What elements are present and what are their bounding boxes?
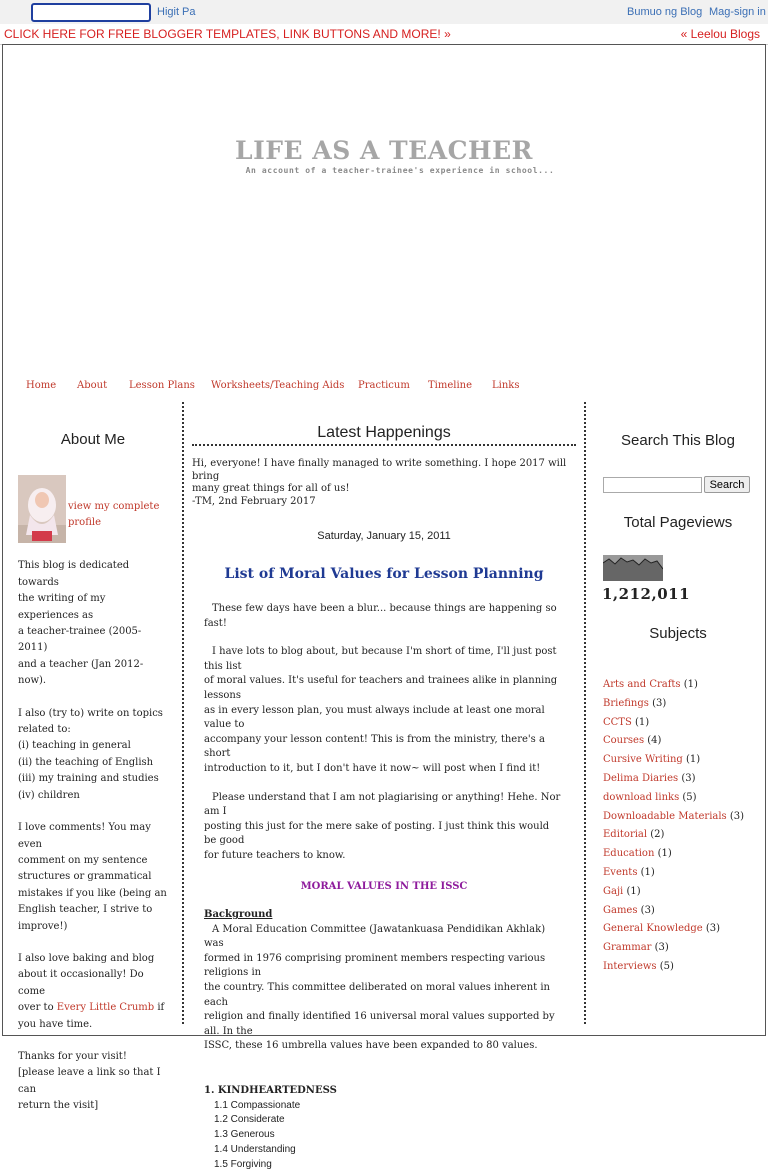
left-column-separator (182, 402, 184, 1024)
subject-count: (3) (654, 942, 669, 954)
subject-item (603, 695, 756, 714)
about-paragraph-1 (18, 558, 168, 689)
view-profile-link-cont[interactable]: profile (68, 517, 101, 529)
about-text-fragment: over to (18, 1002, 57, 1014)
subject-item (603, 714, 756, 733)
list-item: 1.4 Understanding (214, 1144, 296, 1156)
background-heading: Background (204, 909, 273, 921)
post-paragraph-2 (204, 645, 564, 776)
right-column-separator (584, 402, 586, 1024)
post-text-line: ISSC, these 16 umbrella values have been expanded to 80 values. (204, 1040, 538, 1052)
subject-count: (1) (640, 866, 655, 878)
subject-link[interactable]: Grammar (603, 942, 652, 954)
subject-count: (1) (686, 754, 701, 766)
post-title[interactable]: List of Moral Values for Lesson Planning (224, 566, 544, 582)
subjects-heading: Subjects (649, 625, 707, 642)
about-text-line: (i) teaching in general (18, 740, 131, 752)
pageviews-count: 1,212,011 (602, 585, 691, 603)
subject-item (603, 902, 756, 921)
search-widget (600, 476, 756, 494)
subject-count: (3) (705, 923, 721, 935)
profile-photo[interactable] (18, 475, 66, 543)
sidebar (600, 420, 756, 977)
about-text-line: English teacher, I strive to (18, 904, 153, 916)
post-text-line: introduction to it, but I don't have it now~ will post when I find it! (204, 762, 541, 774)
list-item: 1.1 Compassionate (214, 1099, 301, 1111)
blogger-navbar (0, 0, 768, 25)
subject-link[interactable]: Briefings (603, 697, 649, 709)
next-blog-link[interactable]: Higit Pa (157, 6, 196, 18)
subject-link[interactable]: General Knowledge (603, 923, 703, 935)
subject-item (603, 883, 756, 902)
latest-happenings-heading: Latest Happenings (192, 424, 576, 446)
subject-count: (5) (659, 960, 674, 972)
subject-count: (4) (647, 735, 662, 747)
background-paragraph (204, 923, 564, 1054)
about-me-heading: About Me (60, 431, 126, 448)
subject-item (603, 864, 756, 883)
main-content (192, 418, 576, 1173)
subject-item (603, 808, 756, 827)
menu-item-home[interactable]: Home (26, 380, 57, 391)
subjects-list (603, 676, 756, 977)
subject-count: (3) (729, 810, 745, 822)
subject-link[interactable]: Delima Diaries (603, 772, 679, 784)
about-me-widget (18, 420, 168, 1115)
subject-count: (1) (683, 679, 698, 690)
about-text-line: return the visit] (18, 1100, 99, 1112)
about-paragraph-3 (18, 820, 168, 935)
post-text-line: formed in 1976 comprising prominent members respecting various religions in (204, 952, 546, 979)
post-text-line: Please understand that I am not plagiarising or anything! Hehe. Nor am I (204, 791, 561, 818)
latest-text-line: many great things for all of us! (192, 483, 350, 494)
subject-item (603, 826, 756, 845)
subject-count: (3) (681, 772, 696, 784)
subject-item (603, 732, 756, 751)
post-body (192, 602, 576, 1173)
subject-link[interactable]: Cursive Writing (603, 754, 683, 766)
subject-count: (1) (626, 885, 641, 897)
about-text-line: structures or grammatical (18, 871, 152, 883)
post-paragraph-3 (204, 791, 564, 864)
subject-link[interactable]: Courses (603, 735, 645, 747)
search-heading: Search This Blog (621, 432, 735, 449)
subject-link[interactable]: Events (603, 866, 638, 878)
menu-item-about[interactable]: About (77, 380, 108, 391)
about-text-line: This blog is dedicated towards (18, 560, 130, 588)
view-profile-link[interactable]: view my complete (68, 501, 160, 513)
about-text-line: the writing of my experiences as (18, 593, 106, 621)
subject-link[interactable]: Arts and Crafts (603, 679, 681, 690)
subject-item (603, 770, 756, 789)
leelou-blogs-link[interactable]: « Leelou Blogs (680, 27, 760, 41)
create-blog-link[interactable]: Bumuo ng Blog (627, 6, 703, 18)
about-text-line: I also love baking and blog (18, 952, 155, 964)
list-heading: 1. KINDHEARTEDNESS (204, 1085, 337, 1097)
promo-bar (0, 24, 768, 45)
about-text-line: (ii) the teaching of English (18, 756, 154, 768)
post-text-line: accompany your lesson content! This is from the ministry, there's a short (204, 733, 545, 760)
about-paragraph-2 (18, 706, 168, 804)
about-text-line (18, 1000, 168, 1016)
blog-description: An account of a teacher-trainee's experience in school... (245, 166, 555, 175)
about-text-fragment: if (154, 1002, 165, 1014)
subject-item (603, 751, 756, 770)
menu-item-links[interactable]: Links (492, 380, 520, 391)
post-text-line: religion and finally identified 16 universal moral values supported by all. In the (204, 1011, 555, 1037)
latest-text-line: -TM, 2nd February 2017 (192, 495, 316, 507)
subject-count: (2) (650, 829, 665, 841)
subject-item (603, 958, 756, 977)
about-text-line: Thanks for your visit! (18, 1050, 127, 1062)
about-text-line: comment on my sentence (18, 854, 148, 866)
every-little-crumb-link[interactable]: Every Little Crumb (56, 1002, 155, 1014)
sign-in-link[interactable]: Mag-sign in (709, 6, 766, 18)
free-templates-link[interactable]: CLICK HERE FOR FREE BLOGGER TEMPLATES, LINK BUTTONS AND MORE! » (4, 27, 451, 41)
about-text-line: related to: (18, 724, 71, 736)
about-text-line: about it occasionally! Do come (18, 969, 144, 997)
about-text-line: improve!) (18, 920, 68, 932)
post-text-line: for future teachers to know. (204, 849, 346, 861)
search-button[interactable]: Search (704, 476, 750, 493)
subject-item (603, 789, 756, 808)
navbar-search-input[interactable] (31, 3, 151, 22)
list-item: 1.3 Generous (214, 1129, 275, 1141)
subject-item (603, 939, 756, 958)
menu-item-worksheets[interactable]: Worksheets/Teaching Aids (211, 380, 345, 391)
values-list (204, 1099, 564, 1173)
post-text-line: I have lots to blog about, but because I'm short of time, I'll just post this list (204, 646, 557, 672)
post-text-line: as in every lesson plan, you must always include at least one moral value to (204, 704, 545, 731)
subject-item (603, 676, 756, 695)
pageviews-sparkline (603, 555, 663, 581)
about-text-line: and a teacher (Jan 2012-now). (18, 658, 144, 687)
subject-link[interactable]: download links (603, 791, 680, 803)
menu-item-practicum[interactable]: Practicum (358, 380, 410, 391)
subject-link[interactable]: Games (603, 904, 638, 916)
subject-link[interactable]: Downloadable Materials (603, 810, 727, 822)
post-text-line: the country. This committee deliberated on moral values inherent in each (204, 982, 550, 1008)
subject-link[interactable]: Gaji (603, 885, 624, 897)
subject-link[interactable]: CCTS (603, 716, 632, 728)
subject-item (603, 845, 756, 864)
subject-item (603, 920, 756, 939)
about-text-line: [please leave a link so that I can (18, 1067, 161, 1095)
subject-count: (1) (657, 848, 672, 860)
latest-text-line: Hi, everyone! I have finally managed to write something. I hope 2017 will bring (192, 458, 567, 482)
post-text-line: posting this just for the mere sake of posting. I just think this would be good (204, 820, 550, 847)
about-text-line: a teacher-trainee (2005-2011) (18, 626, 142, 654)
post-text-line: of moral values. It's useful for teachers and trainees alike in planning lessons (204, 675, 558, 701)
list-item: 1.5 Forgiving (214, 1158, 272, 1170)
subject-link[interactable]: Interviews (603, 960, 657, 972)
latest-happenings-text (192, 458, 576, 508)
profile-block (18, 475, 168, 543)
about-text-line: (iv) children (18, 789, 80, 801)
about-text-line: mistakes if you like (being an (18, 887, 167, 899)
subject-count: (3) (652, 697, 667, 709)
section-title: MORAL VALUES IN THE ISSC (300, 880, 468, 892)
blog-title[interactable]: LIFE AS A TEACHER (235, 136, 533, 165)
post-text-line: A Moral Education Committee (Jawatankuasa Pendidikan Akhlak) was (204, 923, 546, 950)
menu-item-timeline[interactable]: Timeline (428, 380, 473, 391)
subject-count: (3) (640, 904, 655, 916)
about-paragraph-5 (18, 1049, 168, 1115)
sidebar-search-input[interactable] (603, 477, 702, 493)
about-text-line: I love comments! You may even (18, 822, 151, 850)
list-item: 1.2 Considerate (214, 1114, 285, 1126)
subject-link[interactable]: Education (603, 848, 655, 860)
about-text-line: (iii) my training and studies (18, 773, 159, 785)
subject-count: (1) (635, 716, 650, 728)
pageviews-heading: Total Pageviews (623, 514, 733, 531)
menu-item-lesson-plans[interactable]: Lesson Plans (129, 380, 195, 391)
about-paragraph-4 (18, 951, 168, 1033)
post-paragraph-1: These few days have been a blur... because things are happening so fast! (204, 603, 557, 629)
subject-link[interactable]: Editorial (603, 829, 648, 841)
subject-count: (5) (682, 791, 697, 803)
about-text-line: I also (try to) write on topics (18, 707, 163, 719)
about-text-line: you have time. (18, 1018, 93, 1030)
post-date: Saturday, January 15, 2011 (317, 530, 451, 542)
